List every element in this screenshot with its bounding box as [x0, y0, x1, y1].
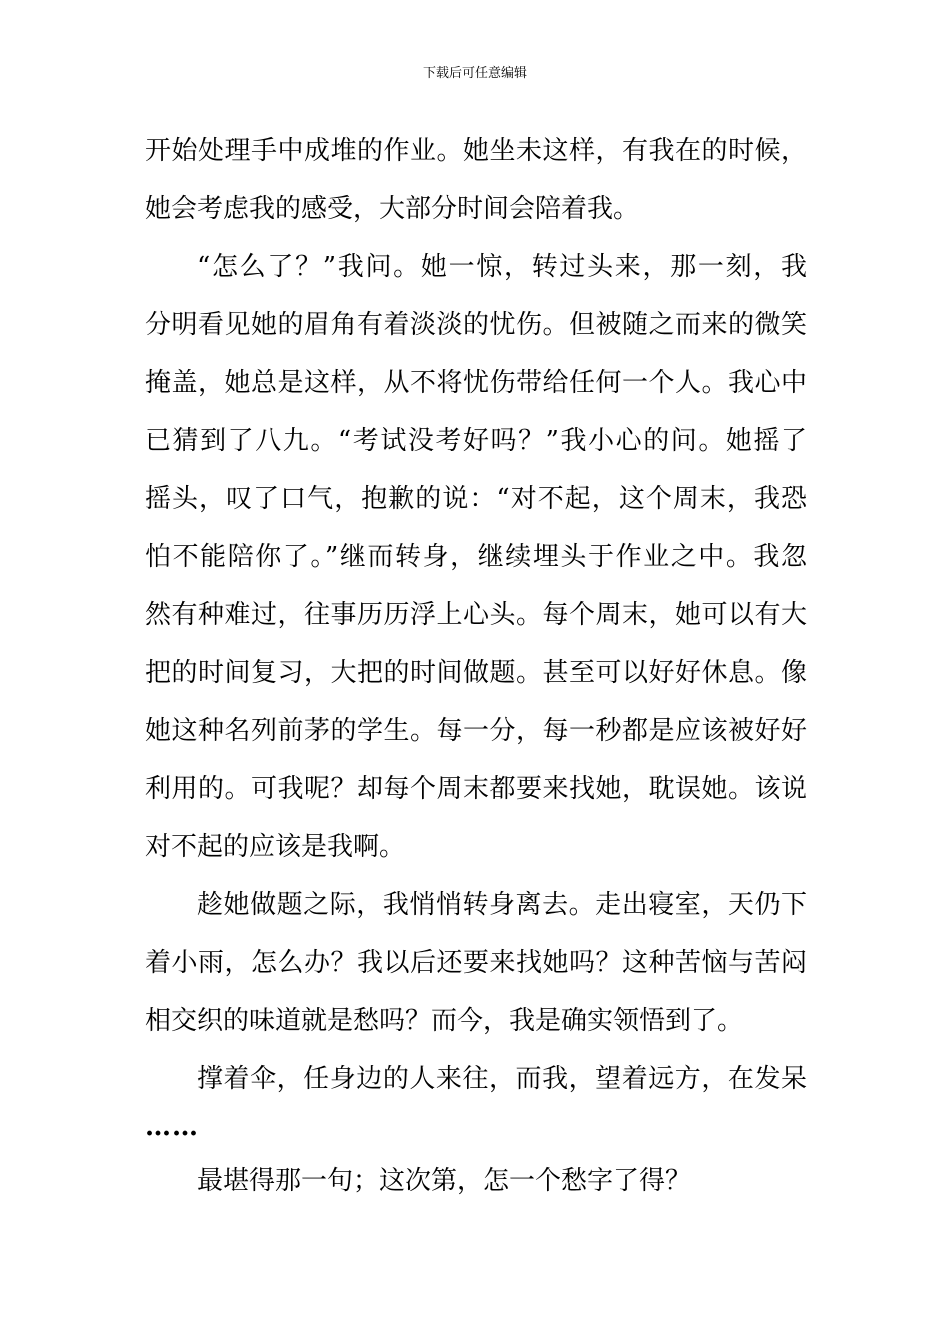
text-line: 着小雨，怎么办？我以后还要来找她吗？这种苦恼与苦闷 — [145, 948, 807, 978]
text-line: 撑着伞，任身边的人来往，而我，望着远方，在发呆 — [197, 1064, 807, 1094]
text-line-ellipsis: …… — [145, 1112, 199, 1142]
text-line: “怎么了？”我问。她一惊，转过头来，那一刻，我 — [197, 252, 807, 282]
text-line: 最堪得那一句；这次第，怎一个愁字了得？ — [197, 1166, 692, 1196]
text-line: 摇头，叹了口气，抱歉的说：“对不起，这个周末，我恐 — [145, 484, 807, 514]
text-line: 利用的。可我呢？却每个周末都要来找她，耽误她。该说 — [145, 774, 807, 804]
text-line: 掩盖，她总是这样，从不将忧伤带给任何一个人。我心中 — [145, 368, 807, 398]
text-line: 怕不能陪你了。”继而转身，继续埋头于作业之中。我忽 — [145, 542, 807, 572]
text-line: 她会考虑我的感受，大部分时间会陪着我。 — [145, 194, 640, 224]
page-header-note: 下载后可任意编辑 — [422, 66, 527, 81]
text-line: 她这种名列前茅的学生。每一分，每一秒都是应该被好好 — [145, 716, 807, 746]
text-line: 相交织的味道就是愁吗？而今，我是确实领悟到了。 — [145, 1006, 744, 1036]
text-line: 分明看见她的眉角有着淡淡的忧伤。但被随之而来的微笑 — [145, 310, 807, 340]
text-line: 对不起的应该是我啊。 — [145, 832, 406, 862]
text-line: 开始处理手中成堆的作业。她坐未这样，有我在的时候， — [145, 136, 807, 166]
text-line: 已猜到了八九。“考试没考好吗？”我小心的问。她摇了 — [145, 426, 807, 456]
text-line: 把的时间复习，大把的时间做题。甚至可以好好休息。像 — [145, 658, 807, 688]
text-line: 趁她做题之际，我悄悄转身离去。走出寝室，天仍下 — [197, 890, 807, 920]
text-line: 然有种难过，往事历历浮上心头。每个周末，她可以有大 — [145, 600, 807, 630]
